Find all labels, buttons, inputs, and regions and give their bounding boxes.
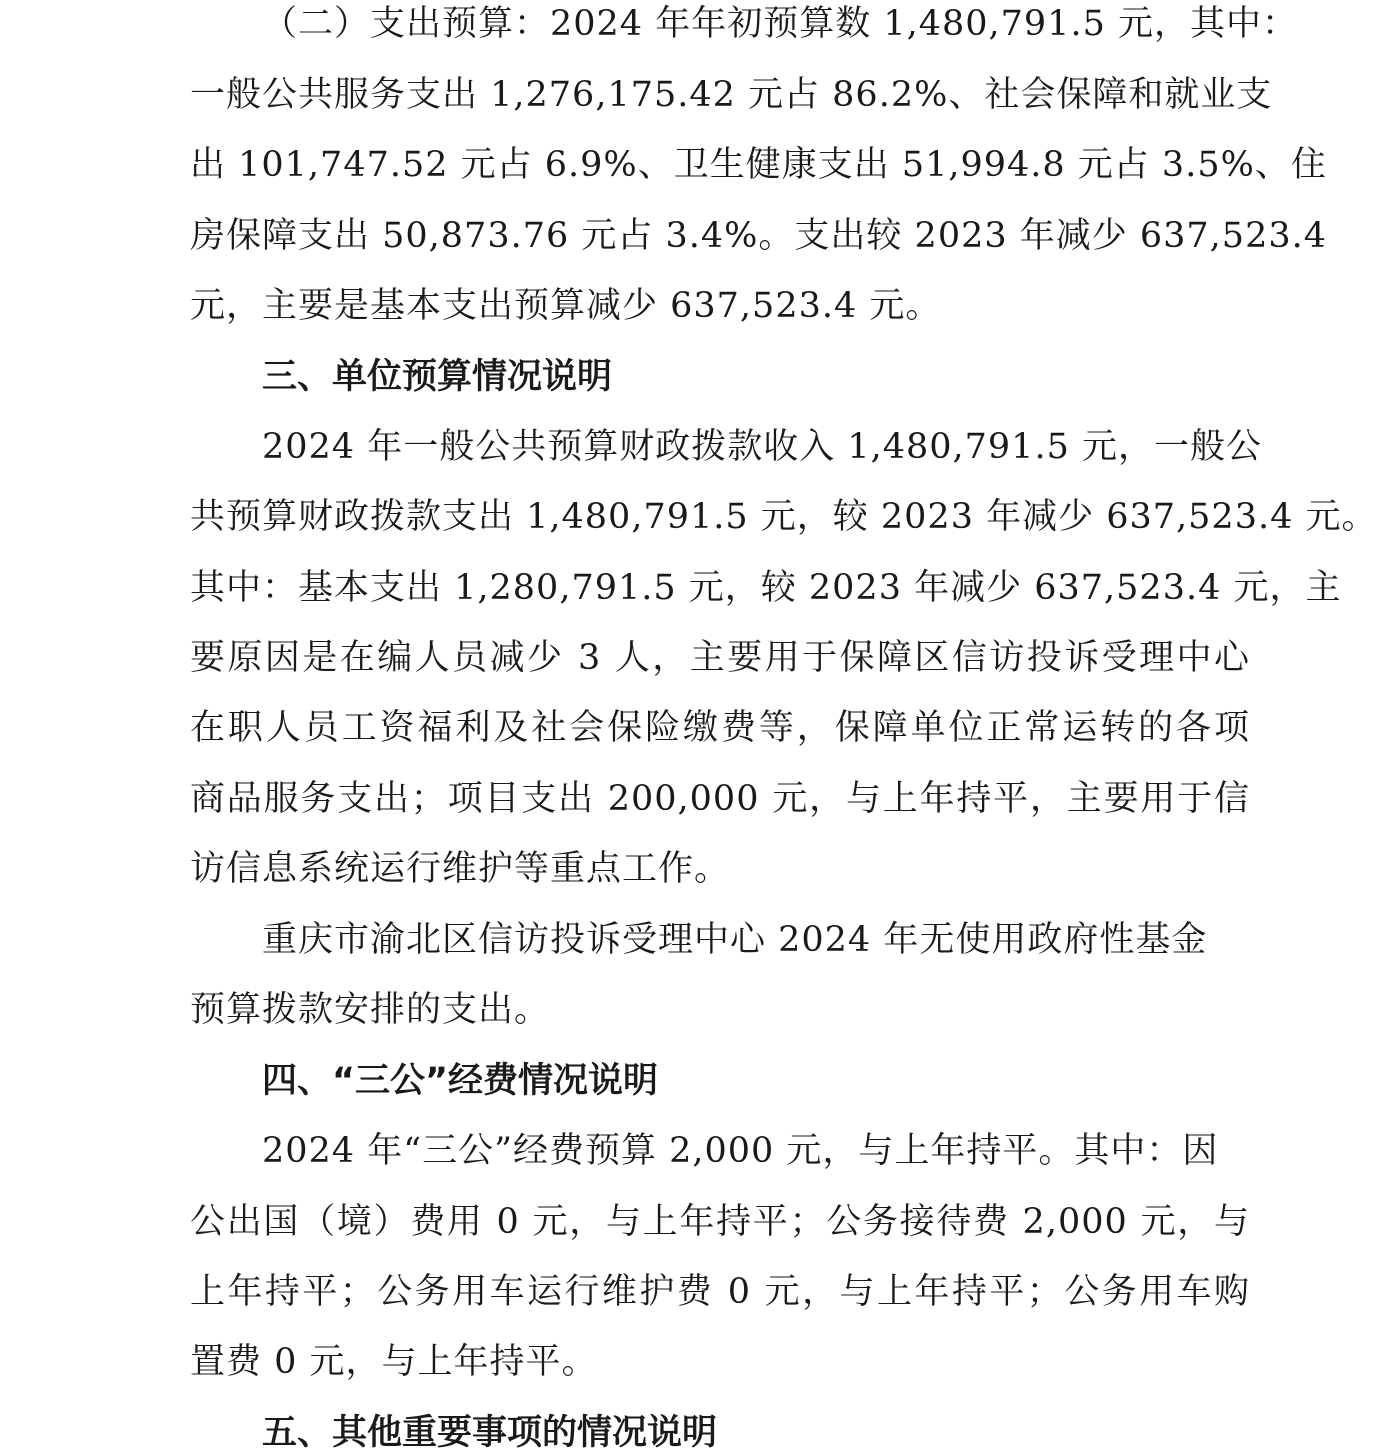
paragraph-line: 访信息系统运行维护等重点工作。: [190, 849, 731, 889]
paragraph-line: 重庆市渝北区信访投诉受理中心 2024 年无使用政府性基金: [262, 920, 1208, 960]
paragraph-line: 预算拨款安排的支出。: [190, 990, 551, 1030]
paragraph-line: 2024 年“三公”经费预算 2,000 元，与上年持平。其中：因: [262, 1131, 1219, 1171]
paragraph-line: 元，主要是基本支出预算减少 637,523.4 元。: [190, 286, 942, 326]
section-heading-4: 四、“三公”经费情况说明: [262, 1061, 659, 1101]
section-heading-5: 五、其他重要事项的情况说明: [262, 1413, 718, 1453]
paragraph-line: 置费 0 元，与上年持平。: [190, 1342, 598, 1382]
paragraph-line: 一般公共服务支出 1,276,175.42 元占 86.2%、社会保障和就业支: [190, 75, 1273, 115]
section-heading-3: 三、单位预算情况说明: [262, 357, 613, 397]
paragraph-line: 共预算财政拨款支出 1,480,791.5 元，较 2023 年减少 637,523.4 元。: [190, 497, 1378, 537]
paragraph-line: 房保障支出 50,873.76 元占 3.4%。支出较 2023 年减少 637,523.4: [190, 216, 1327, 256]
paragraph-line: 其中：基本支出 1,280,791.5 元，较 2023 年减少 637,523.4 元，主: [190, 568, 1342, 608]
paragraph-line: （二）支出预算：2024 年年初预算数 1,480,791.5 元，其中：: [262, 4, 1298, 44]
paragraph-line: 要原因是在编人员减少 3 人，主要用于保障区信访投诉受理中心: [190, 638, 1250, 678]
paragraph-line: 出 101,747.52 元占 6.9%、卫生健康支出 51,994.8 元占 3.5%、住: [190, 145, 1327, 185]
paragraph-line: 2024 年一般公共预算财政拨款收入 1,480,791.5 元，一般公: [262, 427, 1262, 467]
paragraph-line: 在职人员工资福利及社会保险缴费等，保障单位正常运转的各项: [190, 708, 1250, 748]
paragraph-line: 上年持平；公务用车运行维护费 0 元，与上年持平；公务用车购: [190, 1272, 1250, 1312]
paragraph-line: 公出国（境）费用 0 元，与上年持平；公务接待费 2,000 元，与: [190, 1202, 1250, 1242]
paragraph-line: 商品服务支出；项目支出 200,000 元，与上年持平，主要用于信: [190, 779, 1250, 819]
